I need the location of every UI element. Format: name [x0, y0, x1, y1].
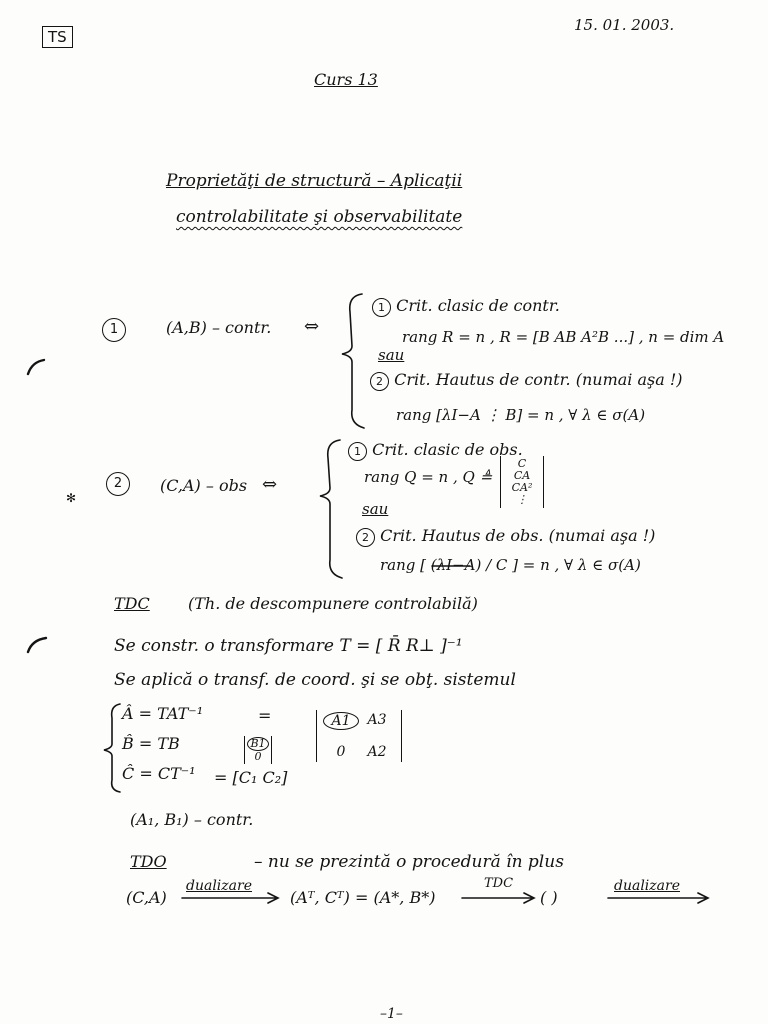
tdo-dual-1: dualizare — [186, 878, 252, 894]
tdc-eq-sign: = — [258, 706, 272, 725]
item1-opt2-num: 2 — [370, 372, 389, 391]
margin-mark — [28, 638, 46, 652]
tdc-system-brace — [104, 704, 120, 792]
obs-matrix-row: ⋮ — [516, 493, 528, 506]
tdc-label: TDC — [114, 594, 150, 613]
obs-matrix-row: C — [517, 457, 527, 470]
margin-speck: ✻ — [66, 491, 77, 505]
item2-brace — [320, 440, 342, 578]
item2-opt1-formula: rang Q = n , Q ≜ — [364, 468, 493, 486]
item2-opt2-num: 2 — [356, 528, 375, 547]
item1-arrow: ⇔ — [304, 316, 320, 337]
item1-opt1-formula: rang R = n , R = [B AB A²B ...] , n = dim A — [402, 328, 725, 346]
tdc-desc: (Th. de descompunere controlabilă) — [188, 594, 478, 613]
item2-arrow: ⇔ — [262, 474, 278, 495]
item2-opt1-title: Crit. clasic de obs. — [372, 440, 523, 459]
margin-mark — [28, 360, 44, 374]
tdo-tdc-arrow — [462, 893, 534, 903]
tdo-start: (C,A) — [126, 888, 167, 907]
item1-brace — [342, 294, 364, 428]
item1-or: sau — [378, 346, 405, 364]
tdo-end: ( ) — [540, 888, 558, 907]
tdo-dual-arrow-2 — [608, 893, 708, 903]
header-tag: TS — [42, 26, 73, 48]
item2-or: sau — [362, 500, 389, 518]
tdc-eq2: B̂ = TB — [122, 734, 180, 753]
item2-opt2-formula: rang [ (λI−A) / C ] = n , ∀ λ ∈ σ(A) — [380, 556, 641, 574]
item1-opt1-num: 1 — [372, 298, 391, 317]
item2-number-label: 2 — [106, 472, 130, 496]
item1-opt2-formula: rang [λI−A ⋮ B] = n , ∀ λ ∈ σ(A) — [396, 406, 646, 424]
item1-opt1-title: Crit. clasic de contr. — [396, 296, 560, 315]
tdc-line1: Se constr. o transformare T = [ R̄ R⊥ ]⁻¹ — [114, 636, 463, 656]
a-matrix-entry-zero: 0 — [336, 744, 346, 760]
tdo-mid: (Aᵀ, Cᵀ) = (A*, B*) — [290, 888, 436, 907]
tdo-arrow-label: TDC — [484, 876, 514, 891]
tdc-eq1: Â = TAT⁻¹ — [122, 704, 204, 723]
title-line-2: controlabilitate şi observabilitate — [176, 207, 463, 227]
a-matrix-entry-a3: A3 — [367, 712, 387, 728]
item1-subject: (A,B) – contr. — [166, 318, 272, 337]
tdo-desc: – nu se prezintă o procedură în plus — [254, 852, 564, 872]
item1-opt2-title: Crit. Hautus de contr. (numai aşa !) — [394, 370, 683, 389]
title-line-1: Proprietăţi de structură – Aplicaţii — [166, 171, 463, 191]
obs-matrix-row: CA² — [511, 481, 533, 494]
page-number: –1– — [380, 1006, 403, 1022]
b-matrix-entry-b1: B1 — [247, 737, 269, 751]
c-hat-result: = [C₁ C₂] — [214, 768, 288, 787]
item1-number-label: 1 — [102, 318, 126, 342]
a-matrix-entry-a1: A1 — [323, 712, 359, 730]
item2-opt1-num: 1 — [348, 442, 367, 461]
header-date: 15. 01. 2003. — [574, 16, 675, 34]
item2-opt2-title: Crit. Hautus de obs. (numai aşa !) — [380, 526, 656, 545]
item2-subject: (C,A) – obs — [160, 476, 248, 495]
obs-matrix-row: CA — [513, 469, 531, 482]
tdc-line2: Se aplică o transf. de coord. şi se obţ. sistemul — [114, 670, 516, 690]
a-matrix-entry-a2: A2 — [367, 744, 387, 760]
tdo-label: TDO — [130, 852, 167, 871]
tdc-pair: (A₁, B₁) – contr. — [130, 810, 254, 829]
tdc-eq3: Ĉ = CT⁻¹ — [122, 764, 196, 783]
course-title: Curs 13 — [314, 70, 378, 89]
tdo-dual-2: dualizare — [614, 878, 680, 894]
tdo-dual-arrow-1 — [182, 893, 278, 903]
b-matrix-entry-zero: 0 — [254, 750, 262, 763]
